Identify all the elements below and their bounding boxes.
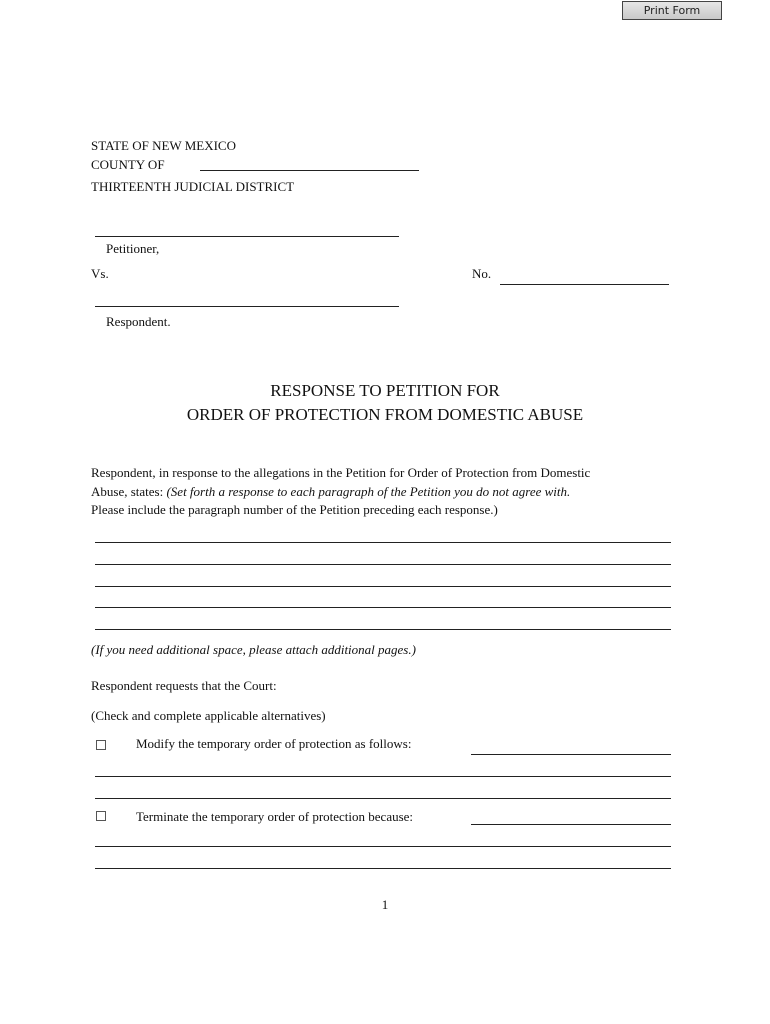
district-heading: THIRTEENTH JUDICIAL DISTRICT	[91, 179, 295, 194]
document-title-line1: RESPONSE TO PETITION FOR	[270, 381, 500, 400]
terminate-reason-field[interactable]	[471, 824, 671, 825]
requests-label: Respondent requests that the Court:	[91, 678, 277, 693]
state-heading: STATE OF NEW MEXICO	[91, 138, 236, 153]
intro-line-2-plain: Abuse, states:	[91, 484, 167, 499]
print-form-button[interactable]: Print Form	[622, 1, 722, 20]
respondent-name-field[interactable]	[95, 306, 399, 307]
case-number-field[interactable]	[500, 284, 669, 285]
page-number: 1	[381, 897, 389, 912]
terminate-reason-line[interactable]	[95, 846, 671, 847]
modify-details-line[interactable]	[95, 776, 671, 777]
terminate-reason-line[interactable]	[95, 868, 671, 869]
terminate-order-checkbox[interactable]	[96, 811, 106, 821]
response-line[interactable]	[95, 586, 671, 587]
intro-line-2	[91, 483, 681, 501]
county-label: COUNTY OF	[91, 157, 165, 172]
response-line[interactable]	[95, 629, 671, 630]
petitioner-name-field[interactable]	[95, 236, 399, 237]
modify-order-label: Modify the temporary order of protection as follows:	[136, 736, 412, 751]
check-instructions: (Check and complete applicable alternatives)	[91, 708, 326, 723]
case-number-label: No.	[472, 266, 492, 281]
modify-details-line[interactable]	[95, 798, 671, 799]
versus-label: Vs.	[91, 266, 109, 281]
document-title-line2: ORDER OF PROTECTION FROM DOMESTIC ABUSE	[186, 405, 584, 424]
respondent-label: Respondent.	[106, 314, 171, 329]
modify-details-field[interactable]	[471, 754, 671, 755]
response-line[interactable]	[95, 607, 671, 608]
additional-space-note: (If you need additional space, please attach additional pages.)	[91, 642, 416, 657]
response-line[interactable]	[95, 542, 671, 543]
intro-line-3: Please include the paragraph number of the Petition preceding each response.)	[91, 502, 498, 517]
county-field[interactable]	[200, 170, 419, 171]
intro-line-2-italic: (Set forth a response to each paragraph of the Petition you do not agree with.	[166, 484, 571, 499]
terminate-order-label: Terminate the temporary order of protection because:	[136, 809, 414, 824]
modify-order-checkbox[interactable]	[96, 740, 106, 750]
response-line[interactable]	[95, 564, 671, 565]
intro-line-1: Respondent, in response to the allegations in the Petition for Order of Protection from Domestic	[91, 465, 591, 480]
petitioner-label: Petitioner,	[106, 241, 160, 256]
